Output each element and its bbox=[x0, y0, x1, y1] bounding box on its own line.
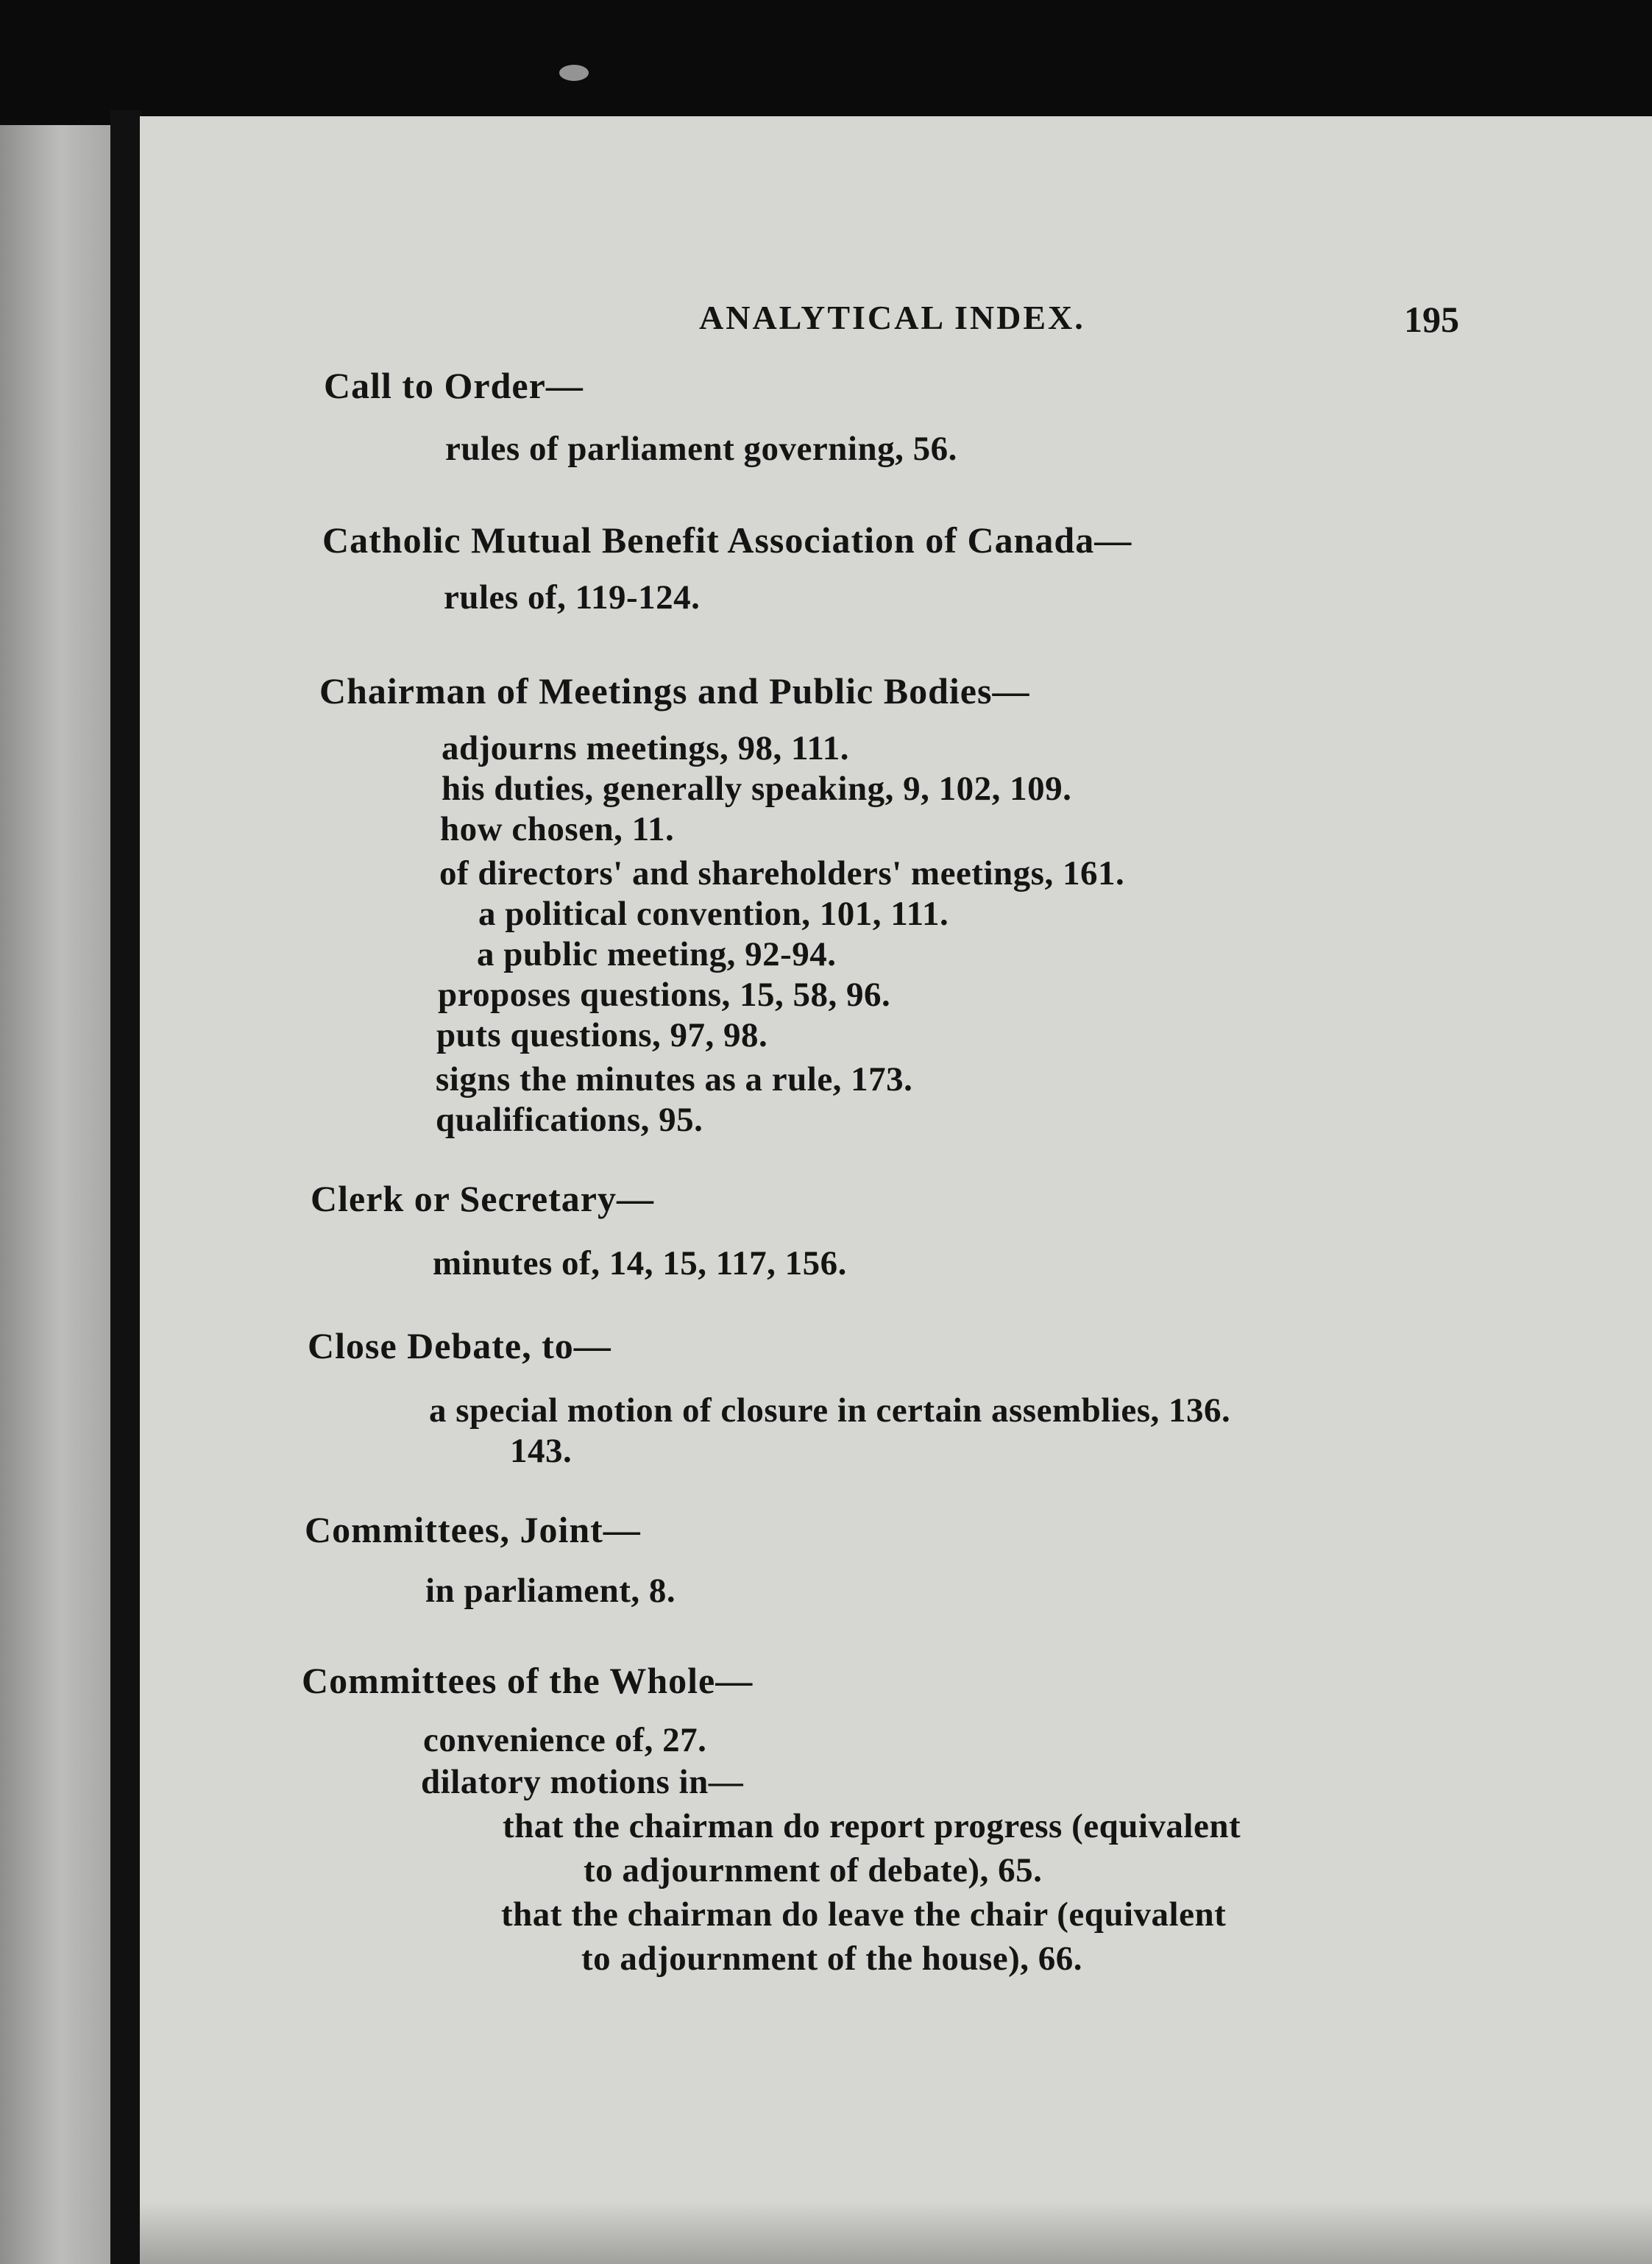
page-bottom-shadow bbox=[140, 2200, 1652, 2264]
index-line: his duties, generally speaking, 9, 102, 109. bbox=[442, 770, 1072, 808]
running-head: ANALYTICAL INDEX. bbox=[699, 299, 1085, 336]
index-line: that the chairman do report progress (equivalent bbox=[503, 1807, 1241, 1845]
index-line: 143. bbox=[510, 1432, 572, 1470]
index-line: minutes of, 14, 15, 117, 156. bbox=[433, 1244, 847, 1282]
index-line: dilatory motions in— bbox=[421, 1763, 744, 1801]
index-line: qualifications, 95. bbox=[436, 1101, 703, 1139]
scan-smudge bbox=[559, 65, 589, 81]
index-heading: Close Debate, to— bbox=[308, 1325, 611, 1366]
page-number: 195 bbox=[1404, 299, 1459, 340]
index-line: to adjournment of the house), 66. bbox=[581, 1940, 1083, 1978]
index-line: convenience of, 27. bbox=[423, 1721, 707, 1759]
index-line: adjourns meetings, 98, 111. bbox=[442, 729, 850, 767]
index-heading: Clerk or Secretary— bbox=[311, 1178, 654, 1219]
facing-page-edge bbox=[0, 125, 110, 2264]
index-line: a public meeting, 92-94. bbox=[477, 935, 837, 973]
index-line: a special motion of closure in certain assemblies, 136. bbox=[429, 1391, 1231, 1430]
index-line: a political convention, 101, 111. bbox=[478, 895, 949, 933]
index-line: of directors' and shareholders' meetings, 161. bbox=[439, 854, 1125, 893]
index-line: rules of parliament governing, 56. bbox=[445, 430, 957, 468]
index-line: rules of, 119-124. bbox=[444, 578, 701, 617]
index-heading: Catholic Mutual Benefit Association of Canada— bbox=[322, 519, 1132, 561]
index-line: that the chairman do leave the chair (equivalent bbox=[501, 1895, 1227, 1934]
index-line: to adjournment of debate), 65. bbox=[584, 1851, 1043, 1889]
index-heading: Committees, Joint— bbox=[305, 1509, 641, 1550]
index-heading: Call to Order— bbox=[324, 365, 584, 406]
index-heading: Chairman of Meetings and Public Bodies— bbox=[319, 670, 1030, 712]
index-line: in parliament, 8. bbox=[425, 1572, 676, 1610]
index-line: puts questions, 97, 98. bbox=[436, 1016, 768, 1054]
book-gutter bbox=[110, 110, 141, 2264]
index-line: proposes questions, 15, 58, 96. bbox=[438, 976, 891, 1014]
index-line: how chosen, 11. bbox=[440, 810, 675, 848]
index-line: signs the minutes as a rule, 173. bbox=[436, 1060, 913, 1099]
index-heading: Committees of the Whole— bbox=[302, 1660, 754, 1701]
